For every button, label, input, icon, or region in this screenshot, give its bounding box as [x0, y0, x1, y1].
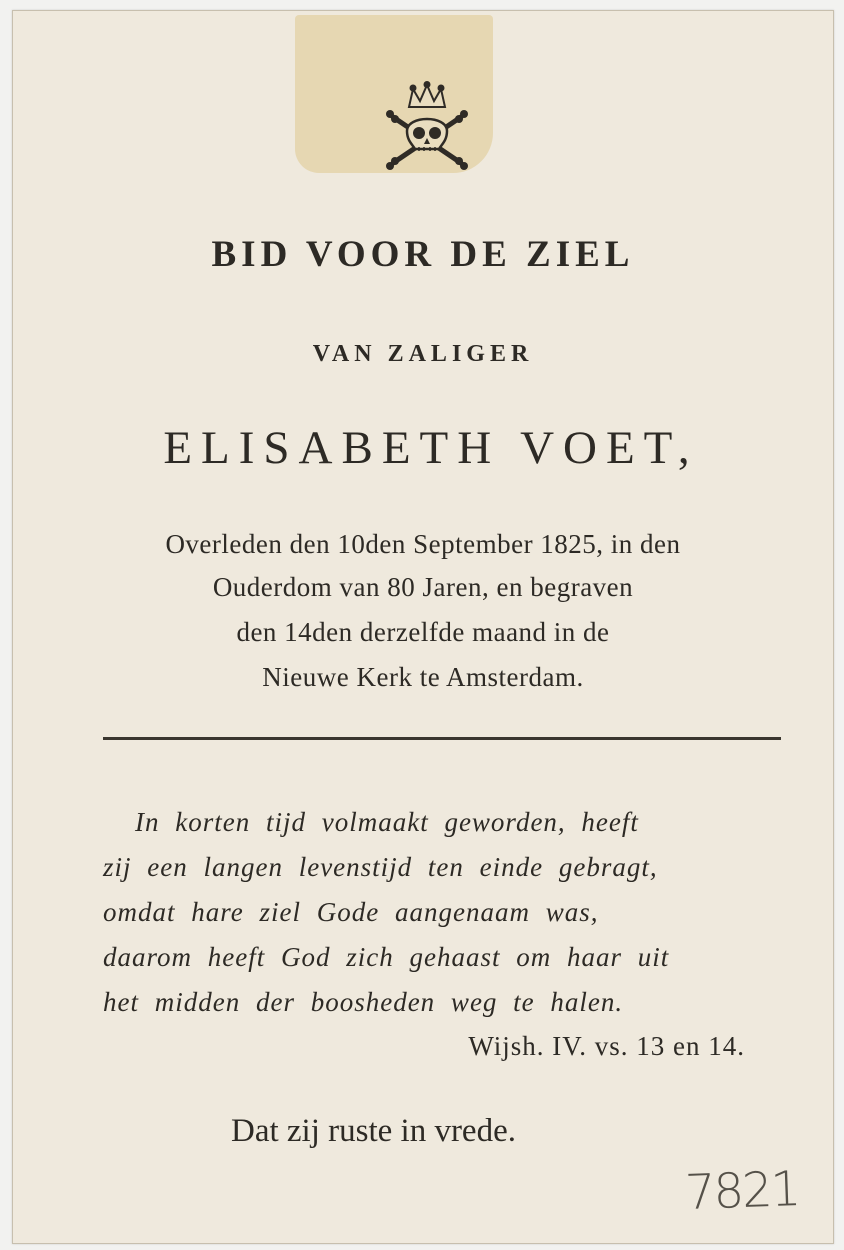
deceased-name: ELISABETH VOET, — [163, 422, 699, 474]
obituary-line: Nieuwe Kerk te Amsterdam. — [262, 662, 584, 692]
card-subtitle: VAN ZALIGER — [312, 341, 534, 367]
verse-line: omdat hare ziel Gode aangenaam was, — [103, 897, 599, 927]
crowned-skull-crossbones-icon — [381, 81, 473, 173]
verse-line: In korten tijd volmaakt geworden, heeft — [135, 807, 639, 837]
verse-line: het midden der boosheden weg te halen. — [103, 987, 624, 1017]
verse-reference: Wijsh. IV. vs. 13 en 14. — [468, 1031, 745, 1061]
verse-line: daarom heeft God zich gehaast om haar uit — [103, 942, 670, 972]
handwritten-inventory-number: 7821 — [684, 1161, 801, 1221]
divider-rule — [103, 737, 781, 740]
memorial-card — [12, 10, 834, 1244]
obituary-line: Ouderdom van 80 Jaren, en begraven — [212, 572, 634, 602]
closing-blessing: Dat zij ruste in vrede. — [231, 1113, 516, 1149]
obituary-line: Overleden den 10den September 1825, in den — [165, 529, 681, 559]
card-title: BID VOOR DE ZIEL — [211, 234, 635, 275]
obituary-line: den 14den derzelfde maand in de — [236, 617, 610, 647]
verse-line: zij een langen levenstijd ten einde gebragt, — [103, 852, 658, 882]
